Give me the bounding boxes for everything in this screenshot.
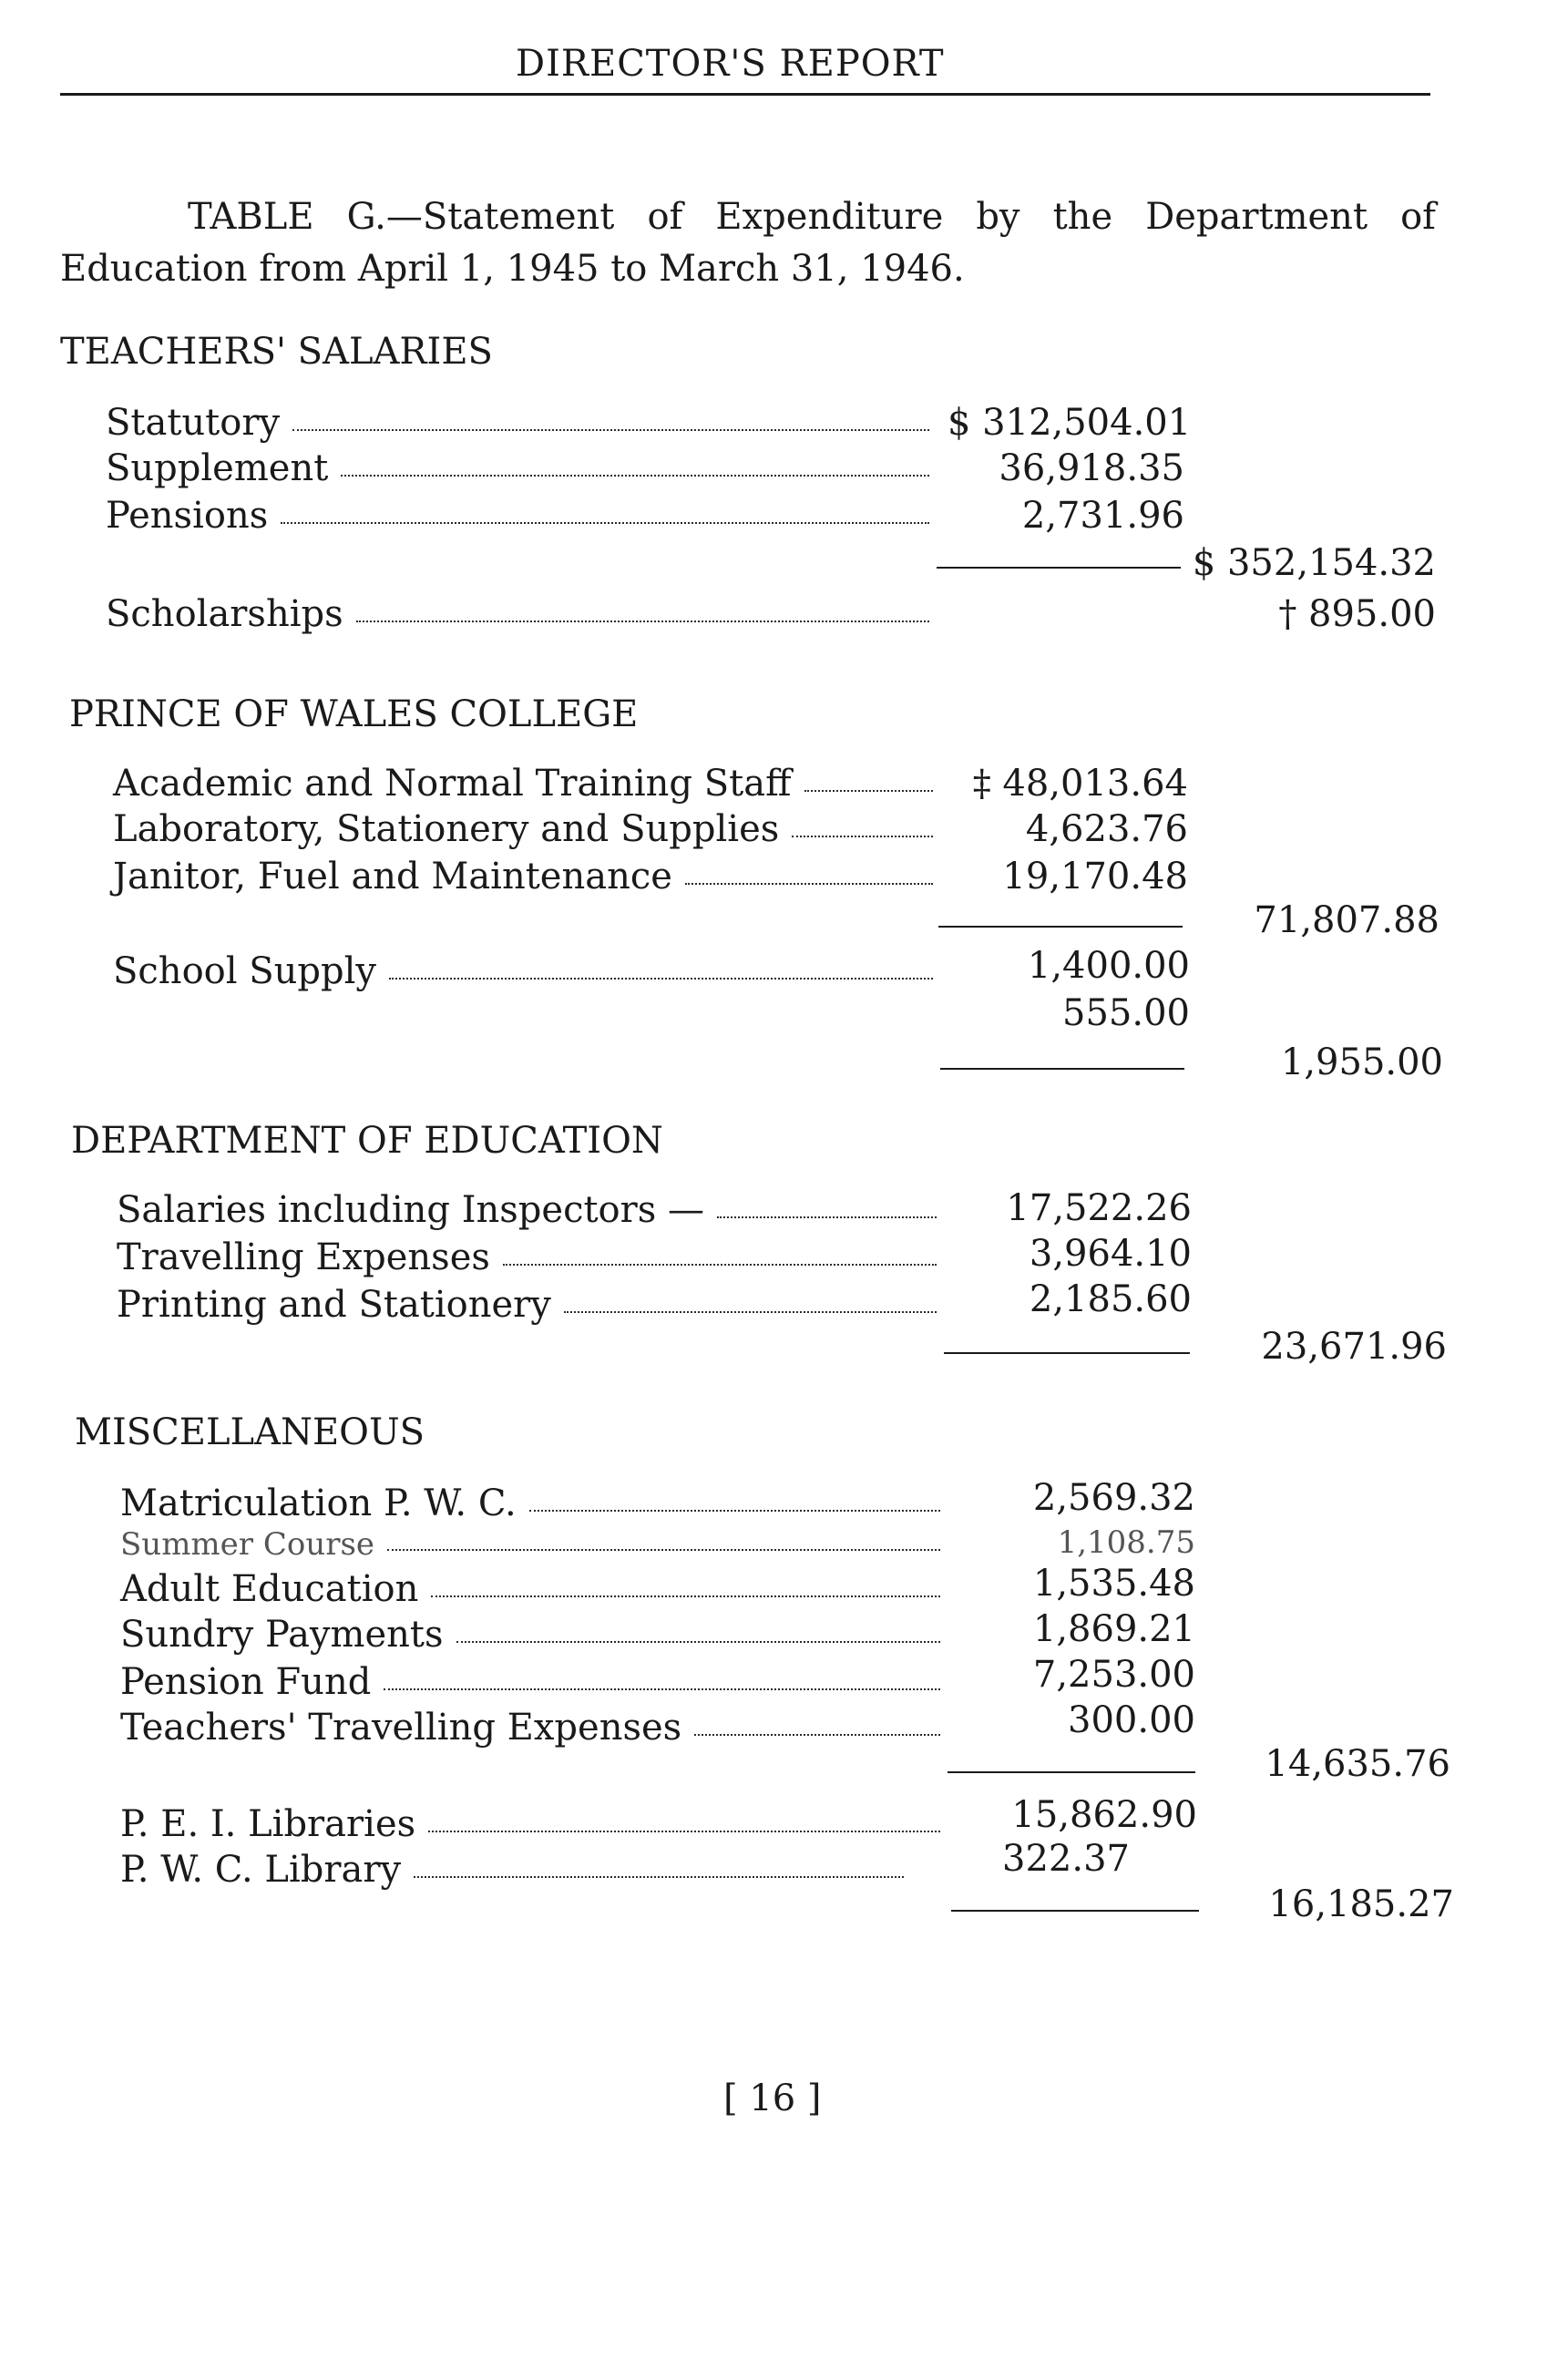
entry-label: Teachers' Travelling Expenses [120, 1707, 682, 1749]
entry-label: Printing and Stationery [117, 1284, 551, 1326]
dot-leader [564, 1311, 937, 1313]
running-head: DIRECTOR'S REPORT [516, 43, 945, 85]
entry-printing-stationery [117, 1284, 942, 1327]
dot-leader [456, 1641, 941, 1643]
amount-school-supply-2: 555.00 [1062, 992, 1190, 1034]
dot-leader [428, 1831, 940, 1832]
entry-label: Janitor, Fuel and Maintenance [113, 856, 672, 898]
dot-leader [356, 621, 929, 622]
entry-label: Laboratory, Stationery and Supplies [113, 808, 780, 850]
dot-leader [717, 1216, 937, 1218]
entry-label: Summer Course [120, 1526, 375, 1563]
entry-salaries-inspectors [117, 1189, 942, 1232]
entry-scholarships [106, 593, 935, 636]
table-caption: TABLE G.—Statement of Expenditure by the Department of Education from April 1, 1945 to March 31, 1946. [60, 196, 1436, 290]
entry-label: Adult Education [120, 1568, 419, 1610]
entry-label: School Supply [113, 950, 377, 992]
amount-printing-stationery: 2,185.60 [1029, 1278, 1192, 1320]
dot-leader [341, 475, 929, 477]
entry-label: Academic and Normal Training Staff [113, 763, 792, 805]
dot-leader [694, 1734, 940, 1736]
dot-leader [389, 978, 933, 980]
dot-leader [281, 522, 929, 524]
subtotal-rule [937, 567, 1181, 569]
amount-pensions: 2,731.96 [1021, 495, 1184, 537]
dot-leader [792, 836, 933, 837]
dot-leader [387, 1549, 940, 1551]
section-heading-prince-of-wales-college: PRINCE OF WALES COLLEGE [69, 693, 639, 735]
dot-leader [414, 1876, 904, 1878]
amount-school-supply-1: 1,400.00 [1027, 945, 1190, 987]
amount-pension-fund: 7,253.00 [1032, 1654, 1195, 1696]
amount-teachers-travelling: 300.00 [1068, 1699, 1195, 1741]
dot-leader [804, 790, 934, 792]
amount-statutory: $ 312,504.01 [948, 402, 1192, 444]
amount-matriculation: 2,569.32 [1032, 1477, 1195, 1519]
entry-label: P. E. I. Libraries [120, 1803, 416, 1845]
dot-leader [292, 429, 929, 431]
entry-pei-libraries [120, 1803, 946, 1846]
entry-pension-fund [120, 1661, 946, 1704]
section-heading-miscellaneous: MISCELLANEOUS [75, 1411, 425, 1453]
entry-academic-staff [113, 765, 938, 805]
subtotal-rule [938, 926, 1183, 928]
subtotal-prince-of-wales-college: 71,807.88 [1254, 899, 1439, 941]
header-rule [60, 93, 1430, 96]
amount-summer-course: 1,108.75 [1057, 1524, 1195, 1561]
entry-label: P. W. C. Library [120, 1849, 402, 1891]
dot-leader [685, 883, 933, 885]
amount-laboratory-supplies: 4,623.76 [1025, 808, 1188, 850]
entry-janitor-fuel [113, 858, 938, 898]
amount-pwc-library: 322.37 [1002, 1838, 1130, 1880]
entry-laboratory-supplies [113, 808, 938, 851]
subtotal-libraries: 16,185.27 [1268, 1883, 1454, 1925]
subtotal-rule [940, 1068, 1184, 1070]
entry-school-supply [113, 950, 938, 993]
entry-label: Pension Fund [120, 1661, 372, 1703]
subtotal-school-supply: 1,955.00 [1280, 1041, 1443, 1083]
section-heading-department-of-education: DEPARTMENT OF EDUCATION [71, 1120, 663, 1162]
entry-summer-course [120, 1526, 946, 1569]
entry-label: Statutory [106, 402, 281, 444]
subtotal-department-of-education: 23,671.96 [1261, 1326, 1447, 1368]
entry-label: Salaries including Inspectors — [117, 1189, 704, 1231]
dot-leader [503, 1264, 937, 1266]
entry-label: Sundry Payments [120, 1614, 444, 1656]
entry-label: Matriculation P. W. C. [120, 1482, 517, 1524]
subtotal-rule [944, 1352, 1190, 1354]
subtotal-teachers-salaries: $ 352,154.32 [1192, 542, 1436, 584]
subtotal-rule [951, 1910, 1199, 1912]
section-heading-teachers-salaries: TEACHERS' SALARIES [60, 331, 493, 373]
entry-travelling-expenses [117, 1236, 942, 1279]
entry-label: Scholarships [106, 593, 343, 635]
entry-pwc-library [120, 1849, 909, 1892]
dot-leader [384, 1688, 940, 1690]
page-number: [ 16 ] [723, 2077, 822, 2119]
entry-label: Pensions [106, 495, 269, 537]
amount-supplement: 36,918.35 [999, 447, 1184, 489]
entry-statutory [106, 402, 935, 445]
entry-matriculation [120, 1482, 946, 1525]
amount-travelling-expenses: 3,964.10 [1029, 1233, 1192, 1275]
amount-academic-staff: ‡ 48,013.64 [972, 763, 1188, 805]
dot-leader [529, 1510, 940, 1512]
amount-sundry-payments: 1,869.21 [1032, 1608, 1195, 1650]
subtotal-miscellaneous: 14,635.76 [1265, 1743, 1450, 1785]
amount-adult-education: 1,535.48 [1032, 1563, 1195, 1605]
entry-teachers-travelling [120, 1709, 946, 1749]
entry-adult-education [120, 1568, 946, 1611]
entry-sundry-payments [120, 1616, 946, 1657]
amount-pei-libraries: 15,862.90 [1011, 1794, 1197, 1836]
subtotal-rule [948, 1771, 1195, 1773]
amount-salaries-inspectors: 17,522.26 [1006, 1187, 1192, 1229]
entry-supplement [106, 447, 935, 490]
entry-label: Supplement [106, 447, 329, 489]
dot-leader [431, 1595, 940, 1597]
entry-pensions [106, 495, 935, 538]
amount-janitor-fuel: 19,170.48 [1002, 856, 1188, 898]
amount-scholarships: † 895.00 [1278, 593, 1436, 635]
entry-label: Travelling Expenses [117, 1236, 490, 1278]
